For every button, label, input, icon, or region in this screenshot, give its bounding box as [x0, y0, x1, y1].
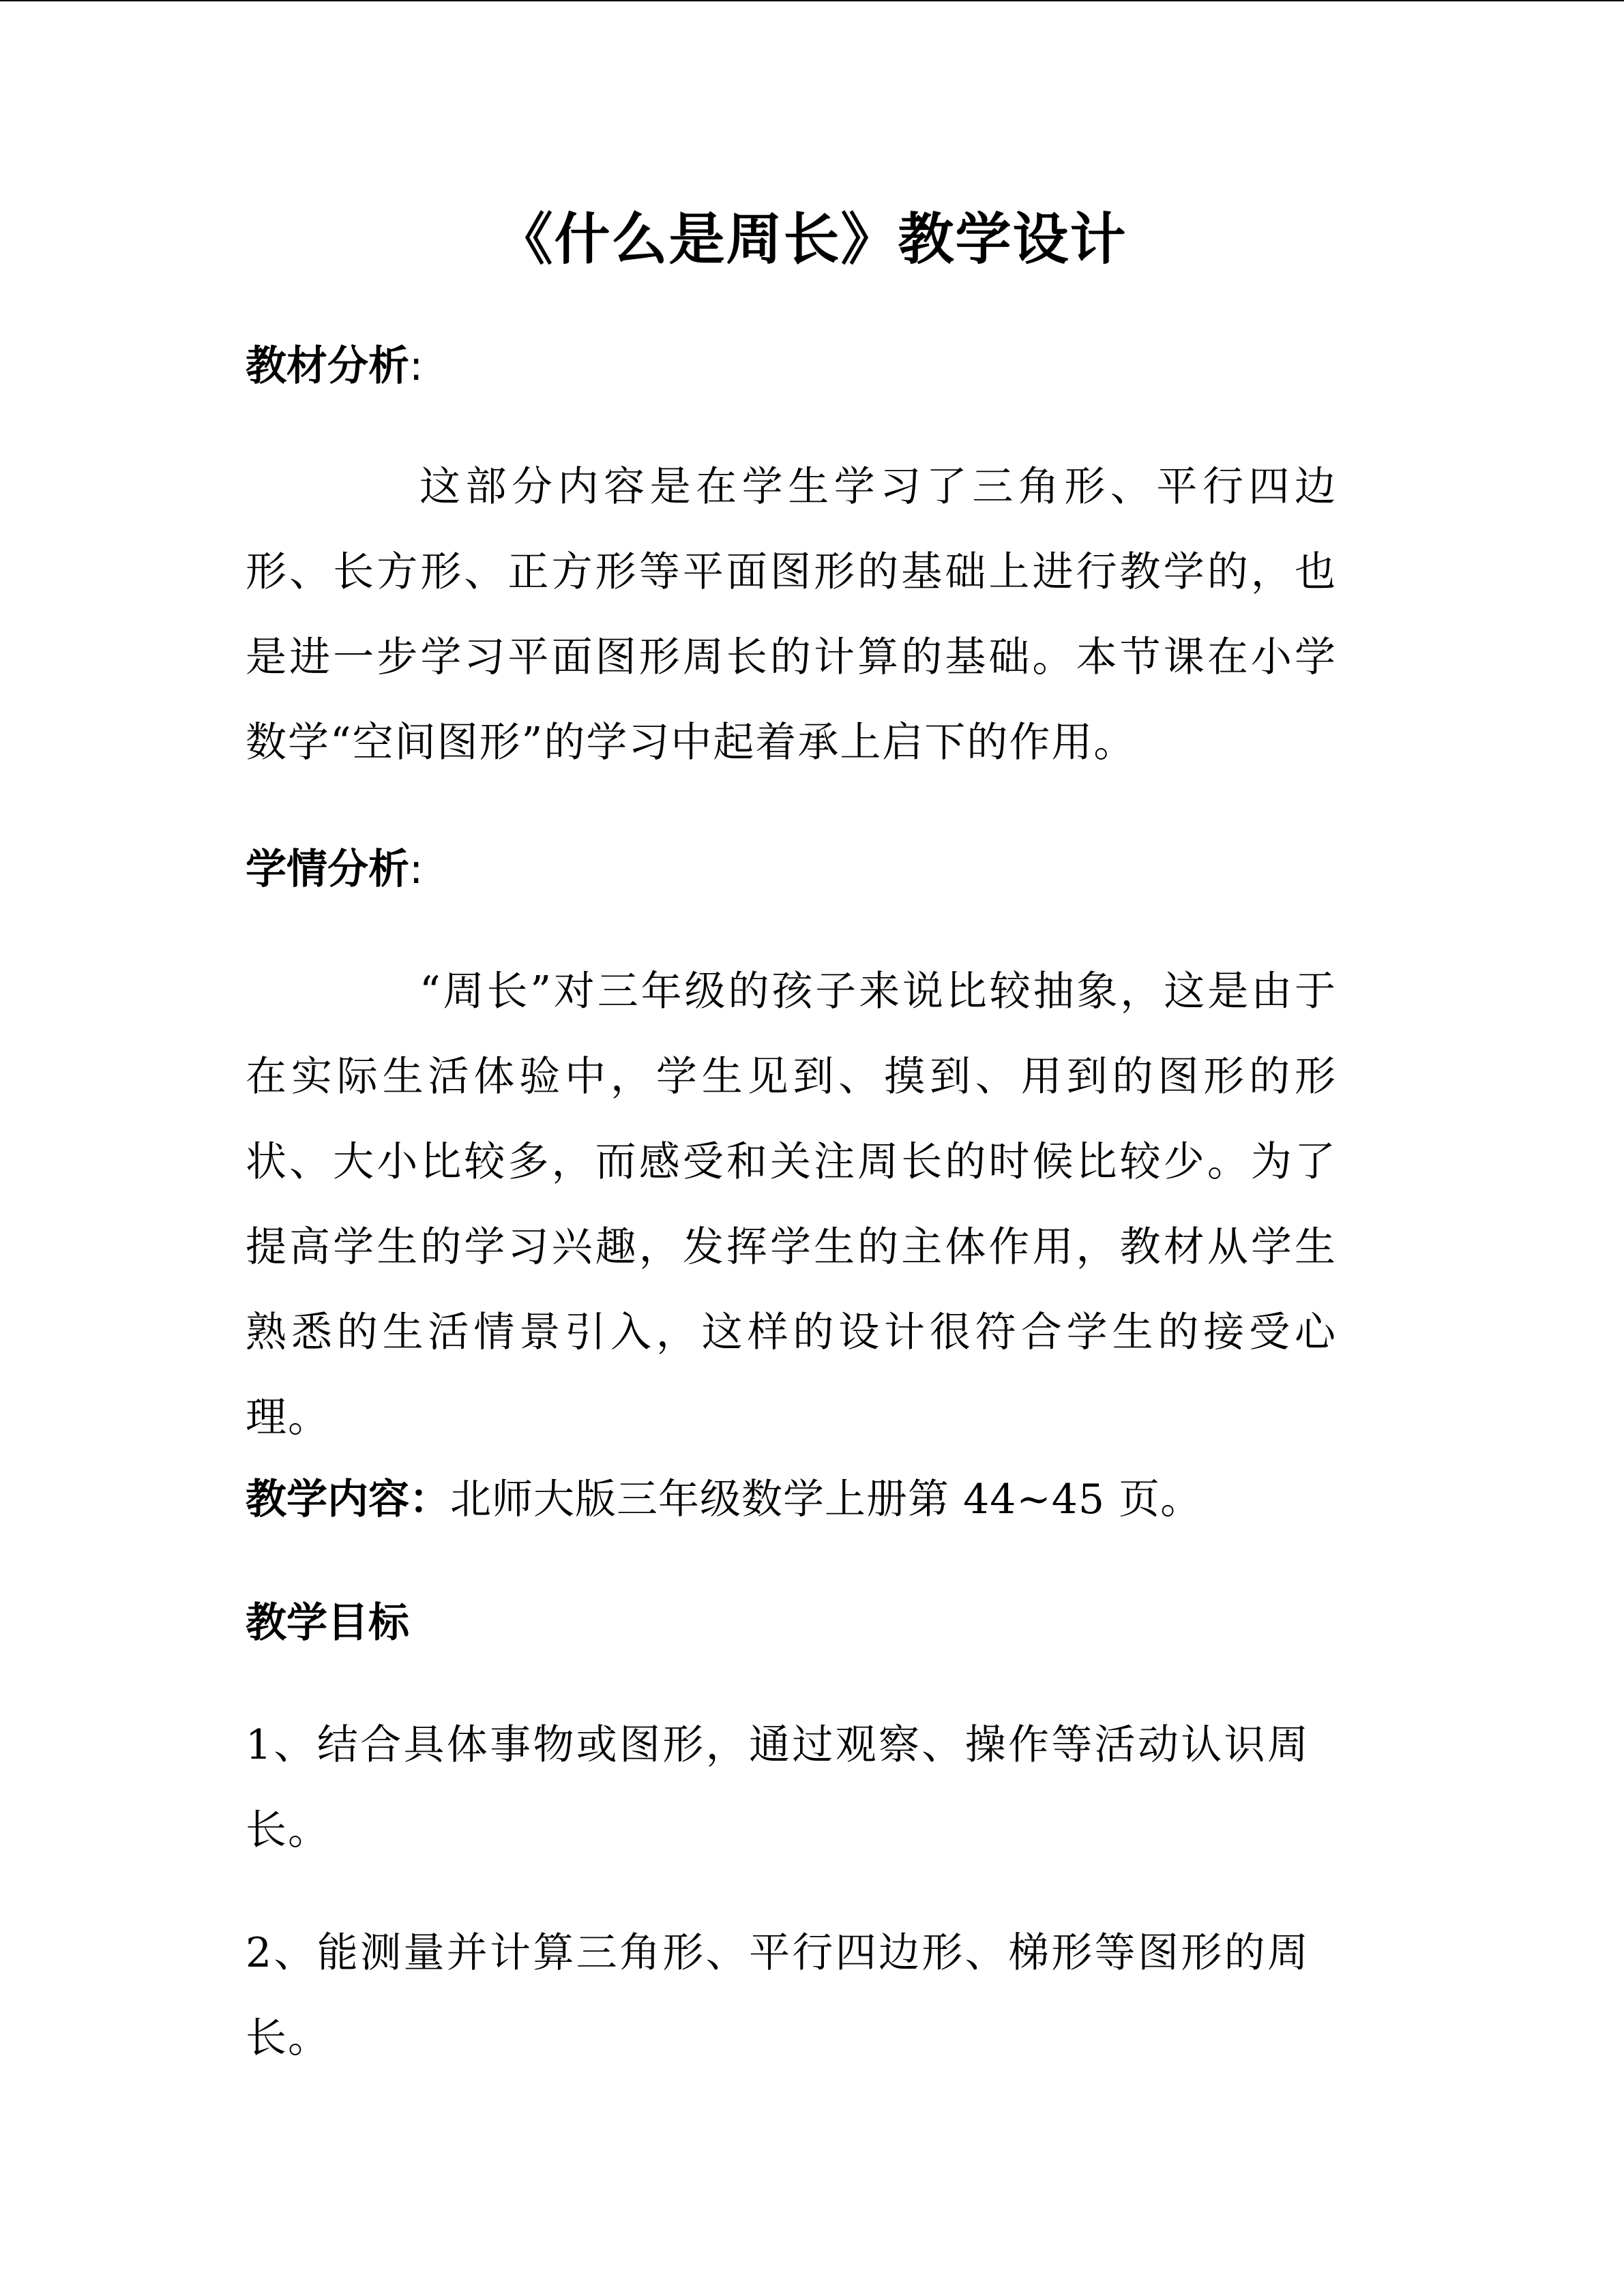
- section-heading-teaching-goals: 教学目标: [246, 1599, 409, 1647]
- section-heading-text: 学情分析: [246, 846, 409, 893]
- section-heading-colon: :: [409, 846, 424, 893]
- textbook-analysis-paragraph: 这部分内容是在学生学习了三角形、平行四边形、长方形、正方形等平面图形的基础上进行教学的，也是进一步学习平面图形周长的计算的基础。本节课在小学数学“空间图形”的学习中起着承上启下的作用。: [246, 463, 1337, 766]
- teaching-goal-item-1: 1、结合具体事物或图形，通过观察、操作等活动认识周长。: [246, 1721, 1310, 1854]
- student-analysis-paragraph: “周长”对三年级的孩子来说比较抽象，这是由于在实际生活体验中，学生见到、摸到、用到的图形的形状、大小比较多，而感受和关注周长的时候比较少。为了提高学生的学习兴趣，发挥学生的主体作用，教材从学生熟悉的生活情景引入，这样的设计很符合学生的接受心理。: [246, 968, 1337, 1442]
- teaching-content-label: 教学内容: [246, 1476, 409, 1523]
- document-title: 《什么是周长》教学设计: [497, 207, 1127, 272]
- section-heading-textbook-analysis: [246, 336, 423, 397]
- teaching-content-colon: ：: [409, 1476, 450, 1523]
- section-heading-text: 教材分析: [246, 342, 409, 390]
- teaching-content-value: 北师大版三年级数学上册第 44~45 页。: [450, 1476, 1202, 1523]
- teaching-goal-item-2: 2、能测量并计算三角形、平行四边形、梯形等图形的周长。: [246, 1929, 1310, 2062]
- section-heading-student-analysis: [246, 839, 423, 900]
- section-heading-colon: :: [409, 342, 424, 390]
- teaching-content-line: [246, 1469, 1202, 1530]
